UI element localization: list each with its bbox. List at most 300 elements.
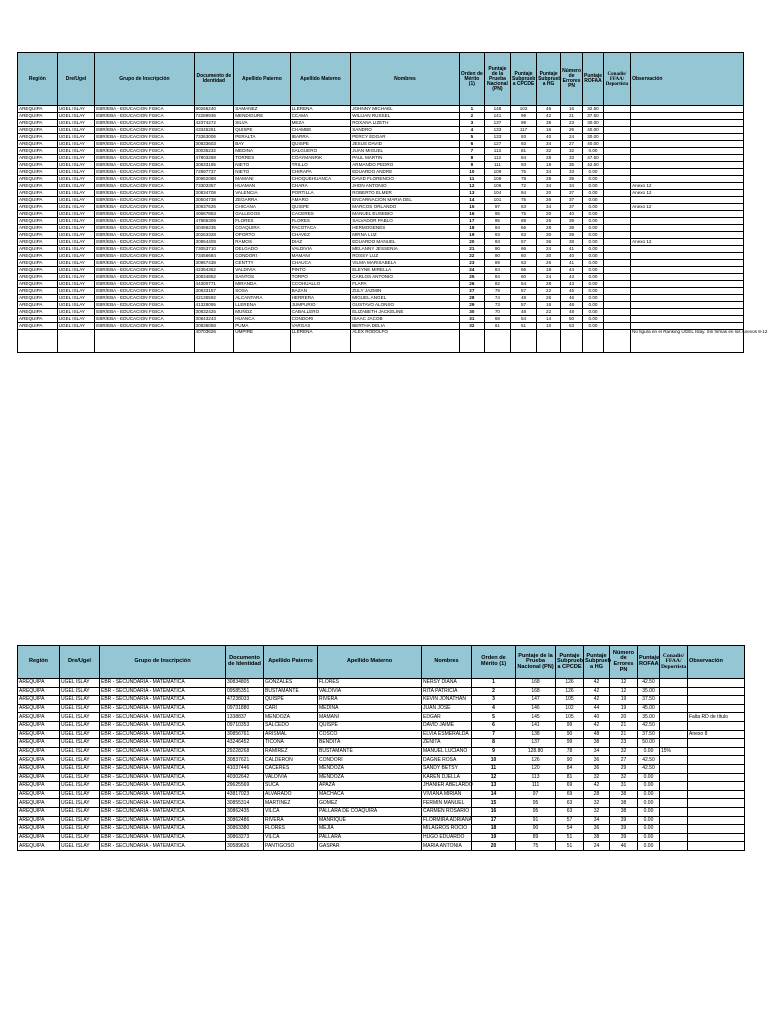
cell-observacion xyxy=(631,162,744,169)
cell-region: AREQUIPA xyxy=(18,687,60,696)
cell-observacion xyxy=(688,782,745,791)
col-header-orden: Orden de Mérito (1) xyxy=(459,53,484,106)
cell-region: AREQUIPA xyxy=(18,816,60,825)
cell-paterno: TICONA xyxy=(264,739,318,748)
cell-observacion xyxy=(688,679,745,688)
cell-paterno: ALVARADO xyxy=(264,790,318,799)
table-row xyxy=(18,782,745,791)
cell-materno: PALLARA xyxy=(318,833,422,842)
cell-nombres: KAREN DJELLA xyxy=(422,773,472,782)
cell-hg: 32 xyxy=(584,773,610,782)
table-row xyxy=(18,288,744,295)
col-header-cpcde: Puntaje Subprueb a CPCDE xyxy=(556,646,584,679)
cell-errores: 21 xyxy=(610,721,638,730)
cell-errores: 45 xyxy=(561,288,583,295)
cell-paterno: PANTIGOSO xyxy=(264,842,318,851)
cell-conadis xyxy=(603,274,630,281)
cell-documento: 30837621 xyxy=(226,756,264,765)
cell-nombres: JUAN MIGUEL xyxy=(351,148,460,155)
col-header-materno: Apellido Materno xyxy=(290,53,351,106)
cell-errores: 44 xyxy=(561,267,583,274)
cell-rofaa: 0.00 xyxy=(638,747,660,756)
cell-cpcde: 81 xyxy=(510,148,536,155)
cell-documento: 43345261 xyxy=(194,127,234,134)
cell-materno: PINTO xyxy=(290,267,351,274)
cell-dre: UGEL ISLAY xyxy=(60,687,100,696)
cell-orden: 6 xyxy=(472,721,516,730)
cell-rofaa: 0.00 xyxy=(638,773,660,782)
cell-documento: 09731880 xyxy=(226,704,264,713)
cell-hg: 28 xyxy=(584,790,610,799)
cell-conadis xyxy=(603,120,630,127)
cell-hg: 36 xyxy=(584,756,610,765)
cell-orden: 11 xyxy=(472,764,516,773)
cell-errores: 21 xyxy=(610,730,638,739)
cell-materno: COAYMANRIK xyxy=(290,155,351,162)
cell-region: AREQUIPA xyxy=(18,713,60,722)
cell-observacion xyxy=(631,281,744,288)
cell-paterno: CENTTY xyxy=(234,260,290,267)
cell-pn: 113 xyxy=(484,148,510,155)
cell-rofaa: 0.00 xyxy=(583,239,604,246)
cell-dre: UGEL ISLAY xyxy=(60,790,100,799)
cell-region: AREQUIPA xyxy=(18,696,60,705)
cell-rofaa: 42.50 xyxy=(638,764,660,773)
cell-orden: 22 xyxy=(459,253,484,260)
cell-orden: 8 xyxy=(459,155,484,162)
cell-orden: 27 xyxy=(459,288,484,295)
cell-dre: UGEL ISLAY xyxy=(57,190,95,197)
table-row xyxy=(18,773,745,782)
cell-region: AREQUIPA xyxy=(18,113,58,120)
cell-region: AREQUIPA xyxy=(18,162,58,169)
cell-cpcde: 54 xyxy=(510,281,536,288)
cell-nombres: ENCARNACION MARIA DEL xyxy=(351,197,460,204)
cell-rofaa: 0.00 xyxy=(638,807,660,816)
cell-paterno: BAY xyxy=(234,141,290,148)
cell-grupo: EBR/EBA - EDUCACION FISICA xyxy=(95,197,194,204)
cell-orden: 31 xyxy=(459,316,484,323)
cell-rofaa: 37.50 xyxy=(638,696,660,705)
cell-dre: UGEL ISLAY xyxy=(60,756,100,765)
cell-grupo: EBR/EBA - EDUCACION FISICA xyxy=(95,316,194,323)
cell-conadis xyxy=(660,764,688,773)
cell-conadis xyxy=(603,183,630,190)
table-row xyxy=(18,246,744,253)
col-header-nombres: Nombres xyxy=(351,53,460,106)
table-row xyxy=(18,316,744,323)
cell-grupo: EBR - SECUNDARIA - MATEMATICA xyxy=(100,687,226,696)
cell-paterno: MUÑOZ xyxy=(234,309,290,316)
cell-paterno: VALDIVIA xyxy=(264,773,318,782)
cell-region: AREQUIPA xyxy=(18,288,58,295)
cell-documento: 73053710 xyxy=(194,246,234,253)
cell-nombres: JOHNNY MICHAEL xyxy=(351,106,460,113)
col-header-region: Región xyxy=(18,53,58,106)
ranking-table-matematica xyxy=(17,645,745,851)
cell-grupo: EBR/EBA - EDUCACION FISICA xyxy=(95,253,194,260)
cell-documento: 41328095 xyxy=(194,302,234,309)
cell-rofaa: 37.50 xyxy=(583,113,604,120)
cell-paterno: HUAMAN xyxy=(234,183,290,190)
cell-grupo xyxy=(95,330,194,353)
cell-hg: 32 xyxy=(584,799,610,808)
cell-pn: 84 xyxy=(484,274,510,281)
cell-nombres: KEVIN JONATHAN xyxy=(422,696,472,705)
cell-cpcde: 93 xyxy=(510,134,536,141)
cell-paterno: VILCA xyxy=(264,833,318,842)
cell-hg: 20 xyxy=(537,190,561,197)
cell-rofaa: 0.00 xyxy=(583,176,604,183)
cell-dre: UGEL ISLAY xyxy=(57,169,95,176)
cell-pn: 93 xyxy=(484,239,510,246)
cell-rofaa: 0.00 xyxy=(583,316,604,323)
table-row xyxy=(18,232,744,239)
cell-documento: 30863273 xyxy=(226,833,264,842)
cell-rofaa: 32.50 xyxy=(583,106,604,113)
cell-observacion xyxy=(631,253,744,260)
cell-errores: 39 xyxy=(561,232,583,239)
cell-documento: 42374272 xyxy=(194,120,234,127)
cell-cpcde: 90 xyxy=(556,756,584,765)
cell-region: AREQUIPA xyxy=(18,302,58,309)
cell-dre: UGEL ISLAY xyxy=(57,176,95,183)
cell-cpcde: 93 xyxy=(510,162,536,169)
col-header-dre: Dre/Ugel xyxy=(60,646,100,679)
cell-nombres: JESUS DAVID xyxy=(351,141,460,148)
cell-errores: 19 xyxy=(610,696,638,705)
cell-observacion xyxy=(631,113,744,120)
table-row xyxy=(18,730,745,739)
cell-documento: 41037446 xyxy=(226,764,264,773)
cell-hg: 40 xyxy=(537,134,561,141)
cell-dre: UGEL ISLAY xyxy=(57,267,95,274)
cell-region: AREQUIPA xyxy=(18,141,58,148)
cell-rofaa: 0.00 xyxy=(583,232,604,239)
table-row xyxy=(18,799,745,808)
table-row xyxy=(18,204,744,211)
cell-hg: 38 xyxy=(584,739,610,748)
col-header-nombres: Nombres xyxy=(422,646,472,679)
cell-dre: UGEL ISLAY xyxy=(57,211,95,218)
cell-observacion: Anexo 12 xyxy=(631,183,744,190)
table-row xyxy=(18,211,744,218)
cell-region: AREQUIPA xyxy=(18,169,58,176)
cell-dre: UGEL ISLAY xyxy=(60,825,100,834)
cell-cpcde: 66 xyxy=(510,246,536,253)
cell-paterno: VILCA xyxy=(264,807,318,816)
cell-conadis xyxy=(603,204,630,211)
cell-materno: TRILLO xyxy=(290,162,351,169)
cell-dre: UGEL ISLAY xyxy=(57,141,95,148)
table-row xyxy=(18,260,744,267)
cell-rofaa: 45.00 xyxy=(638,704,660,713)
cell-pn: 141 xyxy=(516,721,556,730)
cell-conadis xyxy=(660,842,688,851)
cell-region: AREQUIPA xyxy=(18,218,58,225)
cell-materno: GASPAR xyxy=(318,842,422,851)
cell-cpcde: 126 xyxy=(556,679,584,688)
cell-nombres: DAVID JAIME xyxy=(422,721,472,730)
cell-orden: 13 xyxy=(472,782,516,791)
cell-materno: TORPO xyxy=(290,274,351,281)
table-row xyxy=(18,281,744,288)
cell-nombres: CARLOS ANTONIO xyxy=(351,274,460,281)
cell-nombres: ROXANA LIZETH xyxy=(351,120,460,127)
table-row xyxy=(18,747,745,756)
cell-errores: 27 xyxy=(561,141,583,148)
cell-orden: 28 xyxy=(459,295,484,302)
cell-hg: 26 xyxy=(537,295,561,302)
cell-conadis xyxy=(660,782,688,791)
cell-rofaa: 0.00 xyxy=(583,267,604,274)
cell-materno: CONDORI xyxy=(290,316,351,323)
cell-dre: UGEL ISLAY xyxy=(57,134,95,141)
cell-conadis xyxy=(660,739,688,748)
cell-pn: 104 xyxy=(484,190,510,197)
cell-pn: 91 xyxy=(516,816,556,825)
cell-grupo: EBR/EBA - EDUCACION FISICA xyxy=(95,183,194,190)
col-header-cpcde: Puntaje Subprueb a CPCDE xyxy=(510,53,536,106)
cell-materno: PACOTACA xyxy=(290,225,351,232)
cell-orden: 25 xyxy=(459,274,484,281)
cell-materno: LLERENA xyxy=(290,106,351,113)
cell-nombres: MANUEL EUSEBIO xyxy=(351,211,460,218)
cell-errores: 32 xyxy=(610,773,638,782)
cell-errores: 33 xyxy=(561,155,583,162)
cell-materno: MANRIQUE xyxy=(318,816,422,825)
cell-dre: UGEL ISLAY xyxy=(57,204,95,211)
cell-documento: 73456684 xyxy=(194,253,234,260)
cell-hg: 42 xyxy=(584,721,610,730)
cell-pn: 113 xyxy=(516,773,556,782)
cell-paterno: PERALTA xyxy=(234,134,290,141)
cell-documento: 30967438 xyxy=(194,260,234,267)
cell-orden: 7 xyxy=(472,730,516,739)
cell-orden: 2 xyxy=(459,113,484,120)
cell-rofaa: 0.00 xyxy=(583,148,604,155)
table-row xyxy=(18,239,744,246)
cell-cpcde: 102 xyxy=(510,106,536,113)
cell-orden: 1 xyxy=(459,106,484,113)
cell-documento: 30833157 xyxy=(194,288,234,295)
cell-hg: 34 xyxy=(584,816,610,825)
cell-materno: PORTILLA xyxy=(290,190,351,197)
cell-grupo: EBR/EBA - EDUCACION FISICA xyxy=(95,162,194,169)
table-row xyxy=(18,120,744,127)
cell-region: AREQUIPA xyxy=(18,730,60,739)
cell-errores: 20 xyxy=(610,713,638,722)
cell-documento: 30855314 xyxy=(226,799,264,808)
cell-pn: 137 xyxy=(516,739,556,748)
cell-orden xyxy=(459,330,484,353)
cell-observacion: No figura en el Ranking UGEL Islay. Sin firmas en los Anexos 8-12 xyxy=(631,330,744,353)
cell-grupo: EBR/EBA - EDUCACION FISICA xyxy=(95,218,194,225)
cell-rofaa: 40.00 xyxy=(583,127,604,134)
cell-paterno: CONDORI xyxy=(234,253,290,260)
cell-materno: QUISPE xyxy=(290,141,351,148)
cell-cpcde: 54 xyxy=(556,825,584,834)
col-header-observacion: Observación xyxy=(631,53,744,106)
cell-hg: 24 xyxy=(584,842,610,851)
cell-errores: 33 xyxy=(561,169,583,176)
cell-documento: 30962088 xyxy=(194,176,234,183)
cell-errores: 32 xyxy=(610,747,638,756)
cell-materno: MAMANI xyxy=(318,713,422,722)
cell-nombres: SANDY BETSY xyxy=(422,764,472,773)
cell-pn: 90 xyxy=(516,825,556,834)
cell-rofaa: 0.00 xyxy=(638,790,660,799)
cell-cpcde: 78 xyxy=(556,747,584,756)
cell-dre: UGEL ISLAY xyxy=(57,127,95,134)
table-row xyxy=(18,253,744,260)
cell-dre: UGEL ISLAY xyxy=(57,232,95,239)
cell-materno: BUSTAMANTE xyxy=(318,747,422,756)
cell-observacion xyxy=(631,134,744,141)
table-body xyxy=(18,679,745,851)
cell-nombres: EDUARDO ANDRE xyxy=(351,169,460,176)
cell-grupo: EBR - SECUNDARIA - MATEMATICA xyxy=(100,764,226,773)
cell-grupo: EBR/EBA - EDUCACION FISICA xyxy=(95,281,194,288)
col-header-pn: Puntaje de la Prueba Nacional (PN) xyxy=(484,53,510,106)
cell-pn: 95 xyxy=(484,211,510,218)
cell-conadis xyxy=(603,288,630,295)
cell-grupo: EBR/EBA - EDUCACION FISICA xyxy=(95,211,194,218)
cell-paterno: ZEGARRA xyxy=(234,197,290,204)
cell-pn: 61 xyxy=(484,323,510,330)
cell-region: AREQUIPA xyxy=(18,281,58,288)
cell-nombres: MIRNA LUZ xyxy=(351,232,460,239)
cell-conadis xyxy=(603,211,630,218)
cell-dre: UGEL ISLAY xyxy=(57,309,95,316)
table-row xyxy=(18,183,744,190)
cell-cpcde: 57 xyxy=(556,816,584,825)
cell-errores: 27 xyxy=(610,756,638,765)
cell-errores: 32 xyxy=(561,148,583,155)
cell-materno: CCOHUALLO xyxy=(290,281,351,288)
cell-pn: 84 xyxy=(484,267,510,274)
cell-cpcde: 60 xyxy=(510,253,536,260)
cell-dre: UGEL ISLAY xyxy=(57,162,95,169)
cell-nombres: VILMA MARISABELA xyxy=(351,260,460,267)
col-header-hg: Puntaje Subprueb a HG xyxy=(537,53,561,106)
cell-conadis xyxy=(603,330,630,353)
cell-errores: 48 xyxy=(561,309,583,316)
cell-documento: 30832425 xyxy=(194,309,234,316)
cell-orden: 26 xyxy=(459,281,484,288)
cell-observacion: Falta RD de título xyxy=(688,713,745,722)
cell-materno: CHAMBE xyxy=(290,127,351,134)
cell-pn: 120 xyxy=(516,764,556,773)
cell-orden: 23 xyxy=(459,260,484,267)
cell-observacion xyxy=(688,799,745,808)
cell-paterno: OPORTO xyxy=(234,232,290,239)
cell-orden: 20 xyxy=(459,239,484,246)
cell-grupo: EBR - SECUNDARIA - MATEMATICA xyxy=(100,721,226,730)
cell-orden: 3 xyxy=(459,120,484,127)
cell-errores: 39 xyxy=(610,833,638,842)
cell-materno: MEDINA xyxy=(318,704,422,713)
cell-dre: UGEL ISLAY xyxy=(60,799,100,808)
cell-paterno: ALCANTARA xyxy=(234,295,290,302)
cell-pn: 90 xyxy=(484,253,510,260)
cell-errores: 37 xyxy=(561,204,583,211)
cell-documento: 30504738 xyxy=(194,197,234,204)
cell-paterno: MENDOZA xyxy=(264,713,318,722)
cell-errores: 40 xyxy=(561,253,583,260)
cell-conadis xyxy=(603,141,630,148)
cell-paterno: HUANCA xyxy=(234,316,290,323)
cell-observacion xyxy=(631,295,744,302)
cell-observacion xyxy=(688,704,745,713)
cell-region: AREQUIPA xyxy=(18,721,60,730)
cell-documento: 30035232 xyxy=(194,148,234,155)
cell-observacion xyxy=(688,764,745,773)
cell-paterno: SUCA xyxy=(264,782,318,791)
cell-orden: 29 xyxy=(459,302,484,309)
cell-hg xyxy=(537,330,561,353)
cell-grupo: EBR/EBA - EDUCACION FISICA xyxy=(95,120,194,127)
cell-observacion xyxy=(631,169,744,176)
cell-errores: 43 xyxy=(561,281,583,288)
cell-documento: 72289936 xyxy=(194,113,234,120)
cell-conadis xyxy=(603,246,630,253)
cell-materno: JUMPURIO xyxy=(290,302,351,309)
cell-errores xyxy=(561,330,583,353)
table-row xyxy=(18,704,745,713)
cell-conadis xyxy=(603,155,630,162)
cell-conadis xyxy=(660,756,688,765)
cell-conadis xyxy=(660,730,688,739)
cell-observacion xyxy=(631,120,744,127)
cell-nombres: PAUL MARTIN xyxy=(351,155,460,162)
table-row xyxy=(18,713,745,722)
cell-grupo: EBR/EBA - EDUCACION FISICA xyxy=(95,274,194,281)
cell-conadis xyxy=(660,833,688,842)
cell-cpcde: 99 xyxy=(510,120,536,127)
cell-nombres: MIGUEL ANGEL xyxy=(351,295,460,302)
cell-observacion xyxy=(631,260,744,267)
table-row xyxy=(18,756,745,765)
cell-observacion xyxy=(688,833,745,842)
cell-region: AREQUIPA xyxy=(18,790,60,799)
cell-documento: 40302642 xyxy=(226,773,264,782)
cell-cpcde: 63 xyxy=(556,799,584,808)
cell-pn: 93 xyxy=(484,232,510,239)
cell-orden: 8 xyxy=(472,739,516,748)
cell-paterno: RIVERA xyxy=(264,816,318,825)
cell-grupo: EBR/EBA - EDUCACION FISICA xyxy=(95,267,194,274)
cell-rofaa: 0.00 xyxy=(638,816,660,825)
cell-grupo: EBR/EBA - EDUCACION FISICA xyxy=(95,302,194,309)
cell-paterno: RAMIREZ xyxy=(264,747,318,756)
cell-paterno: PUMA xyxy=(234,323,290,330)
cell-observacion xyxy=(688,721,745,730)
cell-region: AREQUIPA xyxy=(18,225,58,232)
cell-hg: 36 xyxy=(537,239,561,246)
cell-orden: 13 xyxy=(459,190,484,197)
cell-errores: 35 xyxy=(561,162,583,169)
cell-dre: UGEL ISLAY xyxy=(57,281,95,288)
table-row xyxy=(18,169,744,176)
table-row xyxy=(18,816,745,825)
cell-dre: UGEL ISLAY xyxy=(60,721,100,730)
cell-region: AREQUIPA xyxy=(18,274,58,281)
cell-errores: 39 xyxy=(561,225,583,232)
cell-conadis xyxy=(603,218,630,225)
cell-hg: 34 xyxy=(537,169,561,176)
cell-nombres: PERCY EDGAR xyxy=(351,134,460,141)
